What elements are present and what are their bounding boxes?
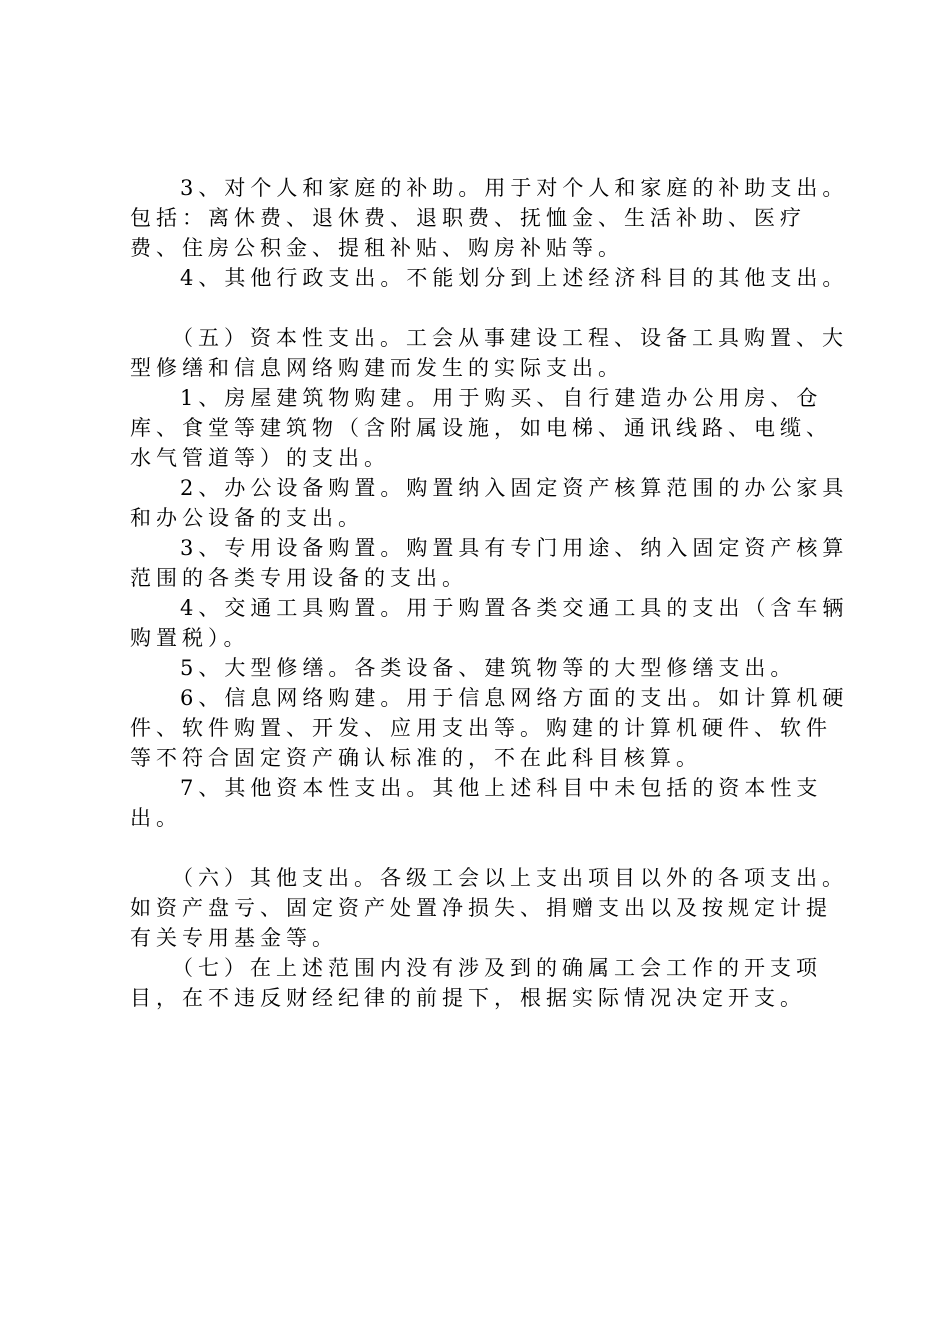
paragraph-vehicle-purchase: 4、交通工具购置。用于购置各类交通工具的支出（含车辆购置税）。 [130,596,849,650]
paragraph-other-capital-expense: 7、其他资本性支出。其他上述科目中未包括的资本性支出。 [130,776,823,830]
paragraph-major-repairs: 5、大型修缮。各类设备、建筑物等的大型修缮支出。 [180,656,797,680]
paragraph-uncovered-items: （七）在上述范围内没有涉及到的确属工会工作的开支项目，在不违反财经纪律的前提下，根据实际情况决定开支。 [130,956,822,1010]
paragraph-information-network: 6、信息网络购建。用于信息网络方面的支出。如计算机硬件、软件购置、开发、应用支出等。购建的计算机硬件、软件等不符合固定资产确认标准的，不在此科目核算。 [130,686,849,770]
paragraph-building-construction: 1、房屋建筑物购建。用于购买、自行建造办公用房、仓库、食堂等建筑物（含附属设施，如电梯、通讯线路、电缆、水气管道等）的支出。 [130,386,832,470]
paragraph-other-expenses: （六）其他支出。各级工会以上支出项目以外的各项支出。如资产盘亏、固定资产处置净损失、捐赠支出以及按规定计提有关专用基金等。 [130,866,848,950]
document-body [130,173,850,1013]
paragraph-individual-family-subsidy: 3、对个人和家庭的补助。用于对个人和家庭的补助支出。包括：离休费、退休费、退职费、抚恤金、生活补助、医疗费、住房公积金、提租补贴、购房补贴等。 [130,176,849,260]
paragraph-capital-expenditure: （五）资本性支出。工会从事建设工程、设备工具购置、大型修缮和信息网络购建而发生的实际支出。 [130,326,848,380]
paragraph-other-admin-expense: 4、其他行政支出。不能划分到上述经济科目的其他支出。 [180,266,849,290]
paragraph-office-equipment: 2、办公设备购置。购置纳入固定资产核算范围的办公家具和办公设备的支出。 [130,476,849,530]
paragraph-special-equipment: 3、专用设备购置。购置具有专门用途、纳入固定资产核算范围的各类专用设备的支出。 [130,536,849,590]
